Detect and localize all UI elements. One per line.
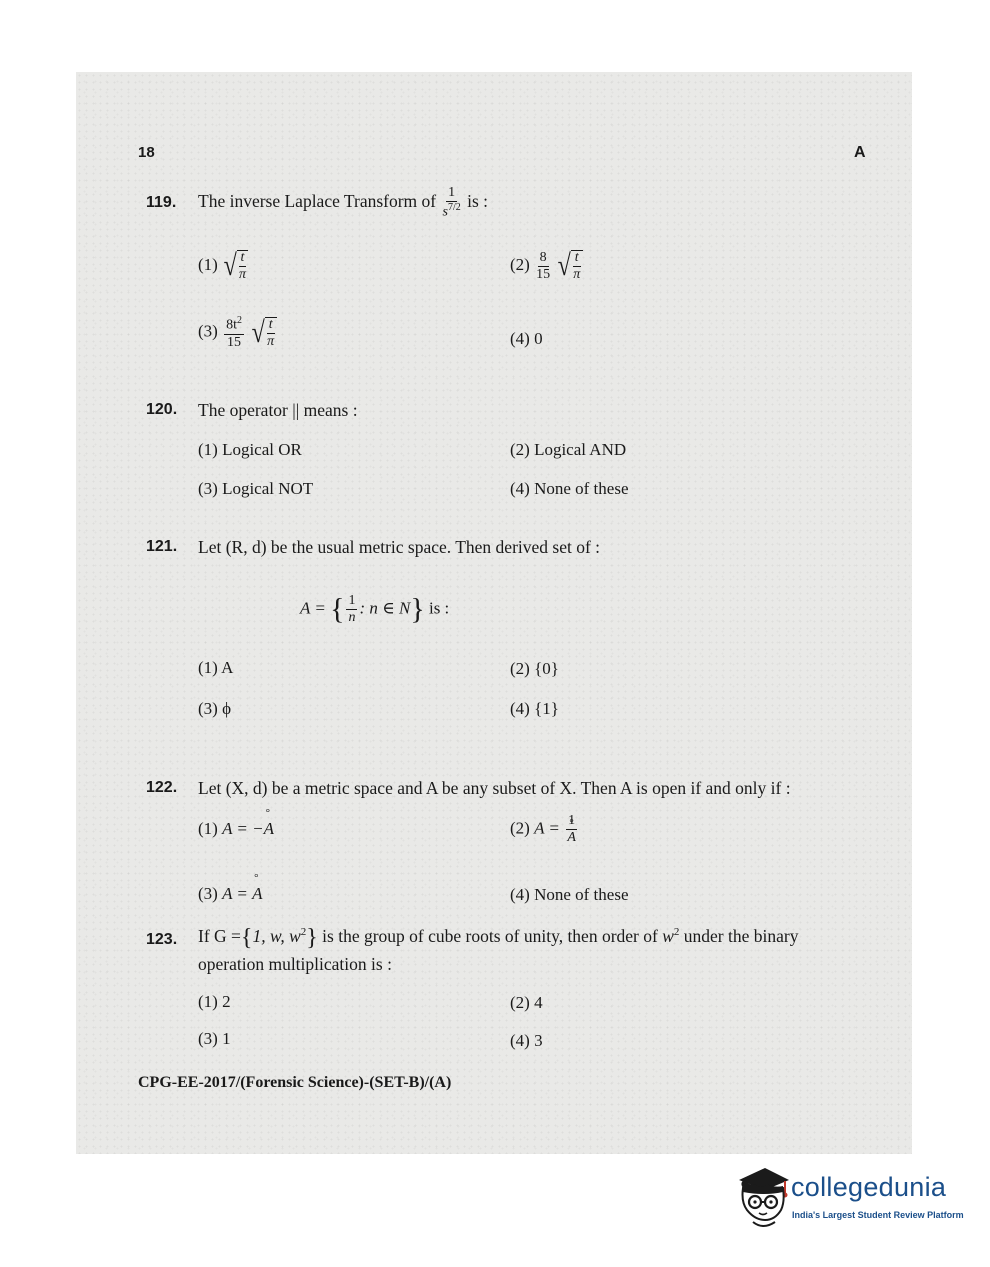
option-1 xyxy=(198,819,274,839)
option-label: (4) xyxy=(510,699,530,718)
numerator-exponent: 2 xyxy=(236,315,242,326)
option-3 xyxy=(198,316,277,350)
square-root: √ $\frac{t}{\pi}$ xyxy=(250,317,276,349)
option-4 xyxy=(510,699,559,719)
option-4 xyxy=(510,1031,543,1051)
question-stem-line2: operation multiplication is : xyxy=(198,954,392,974)
option-1 xyxy=(198,992,231,1012)
option-label: (3) xyxy=(198,1029,218,1048)
option-label: (1) xyxy=(198,254,218,274)
option-label: (1) xyxy=(198,658,218,677)
radicand-numerator: t xyxy=(268,316,273,332)
coefficient-fraction xyxy=(224,316,244,350)
set-definition: A = { $\frac{1}{n}$ : n ∈ N} is : xyxy=(300,592,450,626)
option-label: (2) xyxy=(510,659,530,678)
stem-text: is the group of cube roots of unity, then order of xyxy=(322,926,658,947)
option-label: (4) xyxy=(510,479,530,498)
option-label: (3) xyxy=(198,479,218,498)
option-label: (4) xyxy=(510,885,530,904)
option-text: None of these xyxy=(534,479,629,498)
page-number: 18 xyxy=(138,144,155,161)
option-text: A xyxy=(221,658,234,677)
stem-text: under the binary xyxy=(683,926,799,947)
fraction-denominator: 15 xyxy=(227,334,242,350)
option-2 xyxy=(510,814,579,845)
question-stem: The operator || means : xyxy=(198,400,358,420)
stem-text: If G = xyxy=(198,926,241,947)
fraction-denominator: 15 xyxy=(536,266,551,282)
question-stem xyxy=(198,186,488,220)
option-text: 0 xyxy=(534,329,543,348)
stem-text: is : xyxy=(467,190,489,211)
group-set: 1, w, w xyxy=(252,926,301,947)
coefficient-fraction xyxy=(536,251,550,282)
option-label: (4) xyxy=(510,329,530,348)
radicand-denominator: π xyxy=(238,267,246,282)
fraction-denominator: s xyxy=(442,204,448,220)
fraction-numerator: 1 xyxy=(568,813,576,828)
option-label: (2) xyxy=(510,440,530,459)
paper-code: CPG-EE-2017/(Forensic Science)-(SET-B)/(A) xyxy=(138,1074,452,1091)
option-text: 2 xyxy=(222,992,231,1011)
question-stem: Let (X, d) be a metric space and A be any subset of X. Then A is open if and only if : xyxy=(198,778,791,798)
question-stem: If G ={1, w, $w^2$} is the group of cube roots of unity, then order of $w^2$ under the binary xyxy=(198,925,799,951)
mascot-icon xyxy=(735,1162,791,1232)
set-condition: : n ∈ N xyxy=(359,598,411,618)
radicand-numerator: t xyxy=(574,250,579,265)
option-4 xyxy=(510,479,629,499)
fraction-numerator: 8 xyxy=(539,249,547,265)
option-label: (2) xyxy=(510,254,530,274)
option-text: Logical AND xyxy=(534,440,627,459)
option-2 xyxy=(510,250,583,282)
square-root: √ $\frac{t}{\pi}$ xyxy=(556,250,582,282)
option-label: (3) xyxy=(198,884,218,903)
option-text: {1} xyxy=(534,699,559,718)
option-3 xyxy=(198,884,263,904)
option-1 xyxy=(198,250,248,282)
option-2 xyxy=(510,440,626,460)
option-label: (2) xyxy=(510,818,530,838)
option-text: 4 xyxy=(534,993,543,1012)
option-text: None of these xyxy=(534,885,629,904)
option-3 xyxy=(198,1029,231,1049)
square-root: √ $\frac{t}{\pi}$ xyxy=(222,250,248,282)
option-text: ϕ xyxy=(222,699,232,718)
question-number: 120. xyxy=(146,401,178,418)
logo-wordmark: collegedunia xyxy=(791,1172,947,1202)
option-text: Logical OR xyxy=(222,440,302,459)
fraction-numerator: 1 xyxy=(348,593,356,608)
question-number: 119. xyxy=(146,194,177,211)
radicand-denominator: π xyxy=(267,333,275,349)
option-1 xyxy=(198,658,233,678)
fraction-exponent: 7/2 xyxy=(447,202,461,213)
option-label: (1) xyxy=(198,992,218,1011)
set-letter: A xyxy=(854,144,866,161)
option-4 xyxy=(510,329,543,349)
option-3 xyxy=(198,479,313,499)
fraction-denominator: n xyxy=(348,610,356,625)
option-2 xyxy=(510,659,559,679)
question-number: 122. xyxy=(146,779,178,796)
option-lhs: A = − xyxy=(222,819,264,838)
option-label: (2) xyxy=(510,993,530,1012)
logo-tagline: India's Largest Student Review Platform xyxy=(792,1210,964,1220)
group-element: w xyxy=(662,926,674,947)
option-1 xyxy=(198,440,302,460)
stem-text: is : xyxy=(428,598,450,618)
option-text: 1 xyxy=(222,1029,231,1048)
collegedunia-logo[interactable] xyxy=(735,1162,965,1232)
option-3 xyxy=(198,699,231,719)
fraction-numerator: 8t xyxy=(226,317,237,333)
option-label: (1) xyxy=(198,440,218,459)
option-text: Logical NOT xyxy=(222,479,314,498)
option-label: (3) xyxy=(198,699,218,718)
stem-fraction xyxy=(443,186,461,220)
option-text: {0} xyxy=(534,659,559,678)
interior-symbol: A ° xyxy=(264,819,274,839)
stem-text: The inverse Laplace Transform of xyxy=(198,190,437,211)
radicand-numerator: t xyxy=(240,250,245,265)
question-number: 123. xyxy=(146,931,178,948)
option-label: (3) xyxy=(198,321,218,341)
option-lhs: A = xyxy=(222,884,248,903)
set-exponent: 2 xyxy=(300,926,307,939)
option-label: (4) xyxy=(510,1031,530,1050)
question-stem: Let (R, d) be the usual metric space. Then derived set of : xyxy=(198,537,601,557)
question-number: 121. xyxy=(146,538,178,555)
radicand-denominator: π xyxy=(573,267,581,282)
interior-symbol: A ° xyxy=(252,884,262,904)
option-label: (1) xyxy=(198,819,218,838)
option-text: 3 xyxy=(534,1031,543,1050)
set-lhs: A = xyxy=(300,598,326,618)
element-exponent: 2 xyxy=(673,926,680,939)
option-lhs: A = xyxy=(534,818,560,838)
interior-symbol: A ° xyxy=(567,830,576,845)
option-2 xyxy=(510,993,543,1013)
option-4 xyxy=(510,885,629,905)
fraction-numerator: 1 xyxy=(448,185,456,200)
